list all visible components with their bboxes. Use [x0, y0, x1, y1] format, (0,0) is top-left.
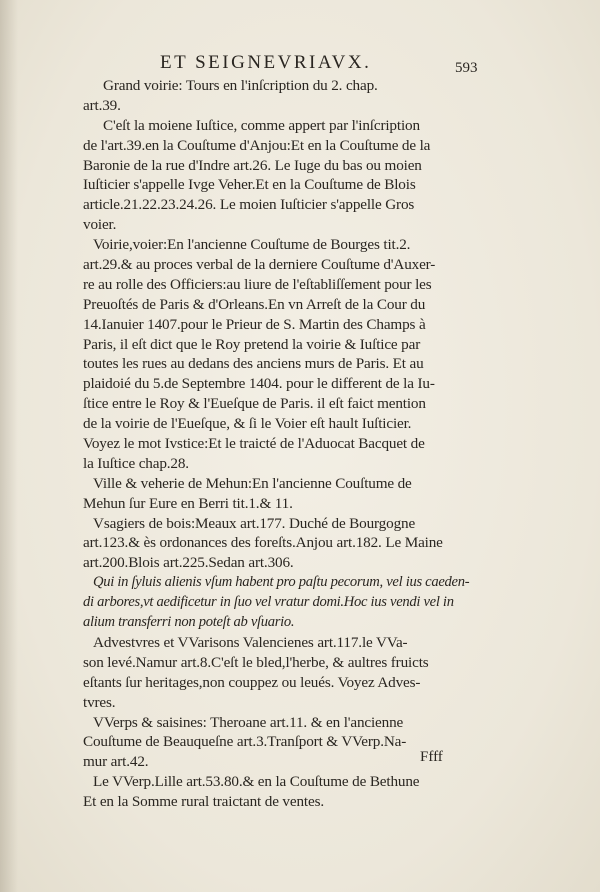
- text-line: Preuoſtés de Paris & d'Orleans.En vn Arreſt de la Cour du: [83, 295, 426, 313]
- text-line: VVerps & saisines: Theroane art.11. & en l'ancienne: [93, 713, 404, 731]
- text-line: la Iuſtice chap.28.: [83, 454, 189, 472]
- text-line: eſtants ſur heritages,non couppez ou leués. Voyez Adves-: [83, 673, 421, 691]
- text-line: Mehun ſur Eure en Berri tit.1.& 11.: [83, 494, 293, 512]
- text-line: Vsagiers de bois:Meaux art.177. Duché de Bourgogne: [93, 514, 416, 532]
- catchword: Ffff: [420, 749, 443, 765]
- text-line: son levé.Namur art.8.C'eſt le bled,l'herbe, & aultres fruicts: [83, 653, 429, 671]
- text-line: Baronie de la rue d'Indre art.26. Le Iuge du bas ou moien: [83, 156, 422, 174]
- text-line: Grand voirie: Tours en l'inſcription du 2. chap.: [103, 77, 378, 94]
- text-line: re au rolle des Officiers:au liure de l'eſtabliſſement pour les: [83, 275, 432, 293]
- text-line: Advestvres et VVarisons Valencienes art.117.le VVa-: [93, 633, 408, 651]
- text-line: article.21.22.23.24.26. Le moien Iuſticier s'appelle Gros: [83, 196, 415, 214]
- text-line: de l'art.39.en la Couſtume d'Anjou:Et en la Couſtume de la: [83, 136, 431, 154]
- text-line: Iuſticier s'appelle Ivge Veher.Et en la Couſtume de Blois: [83, 176, 416, 194]
- text-line: Paris, il eſt dict que le Roy pretend la voirie & Iuſtice par: [83, 335, 421, 353]
- text-line: art.39.: [83, 96, 121, 114]
- text-line: Ville & veherie de Mehun:En l'ancienne Couſtume de: [93, 474, 412, 492]
- text-line: Le VVerp.Lille art.53.80.& en la Couſtume de Bethune: [93, 773, 420, 791]
- text-line: toutes les rues au dedans des anciens murs de Paris. Et au: [83, 355, 424, 373]
- latin-quote-line: alium transferri non poteſt ab vſuario.: [83, 614, 295, 631]
- text-line: tvres.: [83, 693, 116, 711]
- text-line: art.123.& ès ordonances des foreſts.Anjou art.182. Le Maine: [83, 534, 443, 552]
- text-line: C'eſt la moiene Iuſtice, comme appert par l'inſcription: [103, 116, 420, 134]
- text-line: de la voirie de l'Eueſque, & ſi le Voier eſt hault Iuſticier.: [83, 415, 412, 433]
- text-line: art.29.& au proces verbal de la derniere Couſtume d'Auxer-: [83, 256, 436, 274]
- text-line: mur art.42.: [83, 753, 149, 771]
- text-line: Couſtume de Beauqueſne art.3.Tranſport & VVerp.Na-: [83, 733, 407, 751]
- spine-shadow: [0, 0, 18, 892]
- body-text: [83, 76, 481, 812]
- page-number: 593: [455, 60, 478, 76]
- running-head: ET SEIGNEVRIAVX.: [160, 52, 372, 73]
- text-line: Voyez le mot Ivstice:Et le traicté de l'Aduocat Bacquet de: [83, 435, 425, 453]
- text-line: Voirie,voier:En l'ancienne Couſtume de Bourges tit.2.: [93, 236, 411, 254]
- latin-quote-line: Qui in ſyluis alienis vſum habent pro paſtu pecorum, vel ius caeden-: [93, 574, 470, 591]
- text-line: Et en la Somme rural traictant de ventes.: [83, 793, 324, 811]
- text-line: plaidoié du 5.de Septembre 1404. pour le different de la Iu-: [83, 375, 435, 393]
- text-line: ſtice entre le Roy & l'Eueſque de Paris. il eſt faict mention: [83, 395, 426, 413]
- text-line: 14.Ianuier 1407.pour le Prieur de S. Martin des Champs à: [83, 315, 426, 333]
- text-line: art.200.Blois art.225.Sedan art.306.: [83, 554, 294, 572]
- text-line: voier.: [83, 216, 117, 234]
- latin-quote-line: di arbores,vt aedificetur in ſuo vel vratur domi.Hoc ius vendi vel in: [83, 594, 454, 611]
